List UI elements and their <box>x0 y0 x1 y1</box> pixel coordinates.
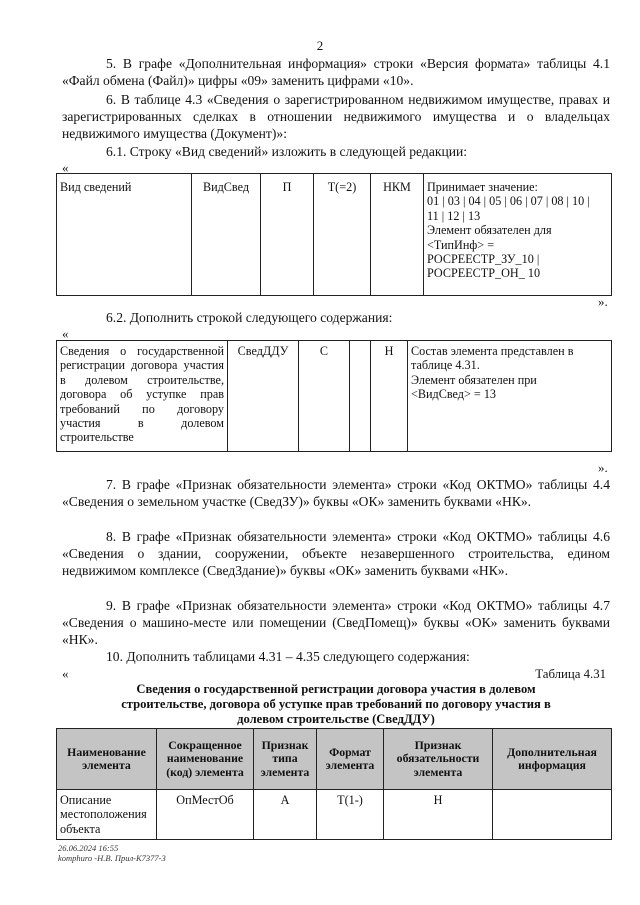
caption-line: долевом строительстве (СведДДУ) <box>237 712 435 726</box>
info-line: Состав элемента представлен в <box>411 344 574 358</box>
paragraph-7 <box>62 476 610 510</box>
cell-info <box>408 341 612 452</box>
cell-required: Н <box>371 341 408 452</box>
footer-date: 26.06.2024 16:55 <box>58 843 119 853</box>
cell-code: ОпМестОб <box>157 790 254 840</box>
cell-type: П <box>261 174 314 296</box>
cell-name: Сведения о государственной регистрации договора участия в долевом строительстве, договора об уступке прав требований по договору участия в долевом строительстве <box>57 341 228 452</box>
paragraph-6-2 <box>62 309 610 326</box>
header-name: Наименование элемента <box>57 729 157 790</box>
header-code: Сокращенное наименование (код) элемента <box>157 729 254 790</box>
cell-code: ВидСвед <box>192 174 261 296</box>
page-number: 2 <box>316 38 324 53</box>
cell-name: Описание местоположения объекта <box>57 790 157 840</box>
paragraph-6 <box>62 91 610 142</box>
quote-close-2: ». <box>598 460 608 475</box>
cell-format: T(=2) <box>314 174 371 296</box>
paragraph-6-2-text: 6.2. Дополнить строкой следующего содержания: <box>106 310 393 325</box>
footer-doc: komphuro -Н.В. Прил-К7377-3 <box>58 853 166 863</box>
info-line: РОСРЕЕСТР_ЗУ_10 | <box>427 252 540 267</box>
paragraph-5-text: 5. В графе «Дополнительная информация» строки «Версия формата» таблицы 4.1 «Файл обмена (Файл)» цифры «09» заменить цифрами «10». <box>62 56 610 88</box>
paragraph-5 <box>62 55 610 89</box>
info-line: Элемент обязателен для <box>427 223 552 238</box>
header-info: Дополнительная информация <box>493 729 612 790</box>
info-line: РОСРЕЕСТР_ОН_ 10 <box>427 266 541 281</box>
info-line: Элемент обязателен при <box>411 372 537 387</box>
table-label: Таблица 4.31 <box>535 667 606 681</box>
paragraph-8 <box>62 528 610 579</box>
cell-format <box>350 341 371 452</box>
cell-info <box>493 790 612 840</box>
cell-type: С <box>299 341 350 452</box>
cell-info <box>424 174 612 296</box>
cell-name: Вид сведений <box>57 174 192 296</box>
cell-format: T(1-) <box>317 790 384 840</box>
quote-open-3: « <box>62 666 69 681</box>
table-row <box>57 341 612 452</box>
table-header-row <box>57 729 612 790</box>
info-line: <ТипИнф> = <box>427 237 495 252</box>
paragraph-9 <box>62 597 610 648</box>
info-line: таблице 4.31. <box>411 358 480 373</box>
cell-required: НКМ <box>371 174 424 296</box>
paragraph-6-1 <box>62 143 610 160</box>
quote-open-1: « <box>62 160 69 175</box>
table-vid-svedeniy <box>56 173 612 296</box>
table-caption <box>62 682 610 727</box>
header-format: Формат элемента <box>317 729 384 790</box>
footer-stamp <box>58 843 166 863</box>
caption-line: строительстве, договора об уступке прав требований по договору участия в <box>121 697 551 711</box>
quote-close-1: ». <box>598 294 608 309</box>
paragraph-6-1-text: 6.1. Строку «Вид сведений» изложить в следующей редакции: <box>106 144 468 159</box>
info-line: 11 | 12 | 13 <box>427 208 481 223</box>
paragraph-9-text: 9. В графе «Признак обязательности элемента» строки «Код ОКТМО» таблицы 4.7 «Сведения о машино-месте или помещении (СведПомещ)» буквы «ОК» заменить буквами «НК». <box>62 598 610 647</box>
table-row <box>57 790 612 840</box>
paragraph-10-text: 10. Дополнить таблицами 4.31 – 4.35 следующего содержания: <box>106 649 470 664</box>
cell-code: СведДДУ <box>228 341 299 452</box>
cell-type: А <box>254 790 317 840</box>
table-4-31 <box>56 728 612 840</box>
info-line: 01 | 03 | 04 | 05 | 06 | 07 | 08 | 10 | <box>427 194 590 209</box>
info-line: Принимает значение: <box>427 180 538 194</box>
caption-line: Сведения о государственной регистрации договора участия в долевом <box>136 682 536 696</box>
paragraph-8-text: 8. В графе «Признак обязательности элемента» строки «Код ОКТМО» таблицы 4.6 «Сведения о здании, сооружении, объекте незавершенного строительства, едином недвижимом комплексе (СведЗдание)» буквы «ОК» заменить буквами «НК». <box>62 529 610 578</box>
table-row <box>57 174 612 296</box>
paragraph-10 <box>62 648 610 665</box>
info-line: <ВидСвед> = 13 <box>411 387 497 402</box>
header-required: Признак обязательности элемента <box>384 729 493 790</box>
quote-open-2: « <box>62 326 69 341</box>
paragraph-7-text: 7. В графе «Признак обязательности элемента» строки «Код ОКТМО» таблицы 4.4 «Сведения о земельном участке (СведЗУ)» буквы «ОК» заменить буквами «НК». <box>62 477 610 509</box>
paragraph-6-text: 6. В таблице 4.3 «Сведения о зарегистрированном недвижимом имуществе, правах и зарегистрированных сделках в отношении недвижимого имущества и о владельцах недвижимого имущества (Документ)»: <box>62 92 610 141</box>
cell-required: Н <box>384 790 493 840</box>
header-type: Признак типа элемента <box>254 729 317 790</box>
table-sved-ddu <box>56 340 612 452</box>
